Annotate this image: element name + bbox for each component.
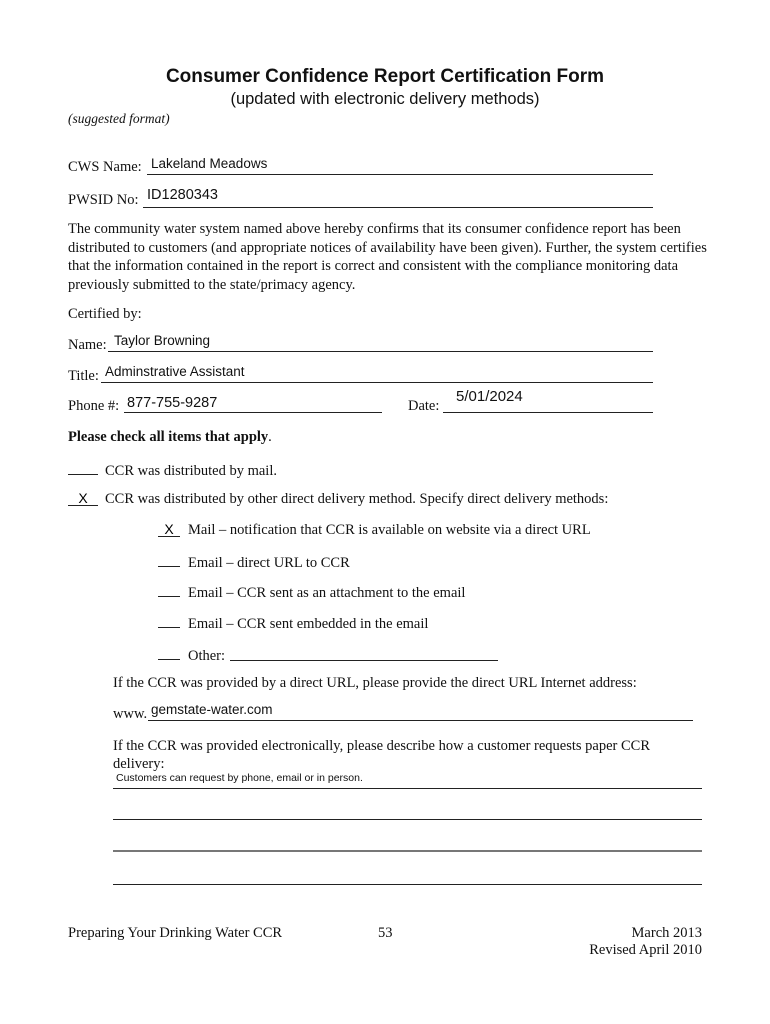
form-subtitle: (updated with electronic delivery methods) — [230, 90, 540, 108]
mail-distribution-row — [68, 460, 277, 480]
mail-distribution-label: CCR was distributed by mail. — [105, 463, 277, 479]
footer-document-title: Preparing Your Drinking Water CCR — [68, 925, 283, 941]
method-checkbox[interactable] — [158, 645, 180, 660]
mail-distribution-checkbox[interactable] — [68, 460, 98, 475]
name-value[interactable]: Taylor Browning — [114, 333, 211, 348]
date-label: Date: — [408, 398, 440, 414]
pwsid-underline — [143, 207, 653, 208]
title-underline — [101, 382, 653, 383]
paper-delivery-line-3 — [113, 850, 702, 852]
direct-delivery-label: CCR was distributed by other direct delivery method. Specify direct delivery methods: — [105, 491, 609, 507]
method-label: Email – CCR sent embedded in the email — [188, 616, 429, 632]
cws-name-underline — [147, 174, 653, 175]
pwsid-value[interactable]: ID1280343 — [147, 187, 218, 203]
method-label: Other: — [188, 648, 226, 664]
date-underline — [443, 412, 653, 413]
paper-delivery-question: If the CCR was provided electronically, please describe how a customer requests paper CCR delivery: — [113, 738, 651, 772]
method-checkbox[interactable] — [158, 552, 180, 567]
title-value[interactable]: Adminstrative Assistant — [105, 364, 245, 379]
paper-delivery-line-4 — [113, 884, 702, 885]
certified-by-heading: Certified by: — [68, 306, 142, 322]
method-label: Email – CCR sent as an attachment to the email — [188, 585, 466, 601]
name-label: Name: — [68, 337, 107, 353]
method-label: Mail – notification that CCR is available on website via a direct URL — [188, 522, 591, 538]
cws-name-value[interactable]: Lakeland Meadows — [151, 156, 268, 171]
date-value[interactable]: 5/01/2024 — [456, 388, 523, 405]
phone-underline — [124, 412, 382, 413]
page-number: 53 — [378, 925, 393, 941]
phone-label: Phone #: — [68, 398, 120, 414]
checklist-heading: Please check all items that apply. — [68, 429, 272, 445]
method-row-mail-url — [158, 521, 591, 539]
paper-delivery-line-1 — [113, 788, 702, 789]
certification-statement: The community water system named above hereby confirms that its consumer confidence report has been distributed to customers (and appropriate notices of availability have been given). Further, the system certifies that the information contained in the report is correct and consistent with the compliance monitoring data previously submitted to the state/primacy agency. — [68, 221, 707, 293]
footer-date: March 2013 — [631, 925, 702, 941]
method-row-other — [158, 645, 225, 665]
other-method-field[interactable] — [230, 660, 498, 661]
footer-revised-date: Revised April 2010 — [589, 942, 702, 958]
method-row-email-embedded — [158, 613, 428, 633]
direct-delivery-row — [68, 490, 608, 508]
pwsid-label: PWSID No: — [68, 192, 139, 208]
name-underline — [108, 351, 653, 352]
url-underline — [148, 720, 693, 721]
phone-value[interactable]: 877-755-9287 — [127, 395, 218, 411]
url-question: If the CCR was provided by a direct URL, please provide the direct URL Internet address: — [113, 675, 637, 691]
direct-delivery-checkbox[interactable]: X — [68, 491, 98, 506]
title-label: Title: — [68, 368, 99, 384]
url-prefix: www. — [113, 706, 148, 722]
paper-delivery-answer[interactable]: Customers can request by phone, email or in person. — [116, 772, 363, 784]
method-checkbox[interactable]: X — [158, 522, 180, 537]
method-label: Email – direct URL to CCR — [188, 555, 350, 571]
method-row-email-url — [158, 552, 350, 572]
form-title: Consumer Confidence Report Certification Form — [165, 66, 605, 87]
cws-name-label: CWS Name: — [68, 159, 142, 175]
paper-delivery-line-2 — [113, 819, 702, 820]
method-row-email-attachment — [158, 582, 465, 602]
format-note: (suggested format) — [68, 111, 170, 126]
url-value[interactable]: gemstate-water.com — [151, 702, 273, 717]
method-checkbox[interactable] — [158, 582, 180, 597]
method-checkbox[interactable] — [158, 613, 180, 628]
